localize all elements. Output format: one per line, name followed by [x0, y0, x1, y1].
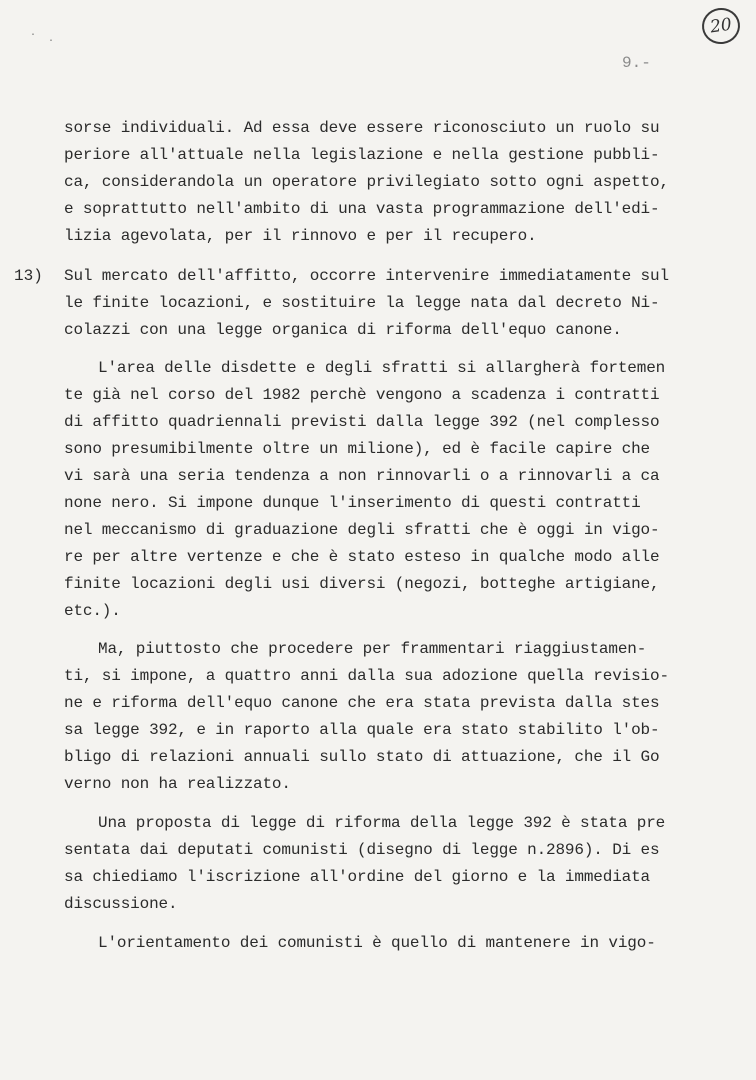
page-stamp: [700, 6, 743, 47]
margin-dot: .: [48, 34, 55, 45]
text-line: verno non ha realizzato.: [64, 775, 291, 793]
point-marker: 13): [14, 267, 43, 285]
text-line: Sul mercato dell'affitto, occorre intervenire immediatamente sul: [64, 267, 669, 285]
text-line: sa legge 392, e in raporto alla quale era stato stabilito l'ob-: [64, 721, 660, 739]
text-line: ne e riforma dell'equo canone che era stata prevista dalla stes: [64, 694, 660, 712]
text-line: sa chiediamo l'iscrizione all'ordine del giorno e la immediata: [64, 868, 650, 886]
text-line: periore all'attuale nella legislazione e nella gestione pubbli-: [64, 146, 660, 164]
text-line: te già nel corso del 1982 perchè vengono a scadenza i contratti: [64, 386, 660, 404]
text-line: vi sarà una seria tendenza a non rinnovarli o a rinnovarli a ca: [64, 467, 660, 485]
text-line: Ma, piuttosto che procedere per frammentari riaggiustamen-: [98, 640, 647, 658]
text-line: discussione.: [64, 895, 178, 913]
text-line: L'area delle disdette e degli sfratti si allargherà fortemen: [98, 359, 666, 377]
page-number: 9.-: [622, 54, 651, 72]
text-line: sono presumibilmente oltre un milione), ed è facile capire che: [64, 440, 650, 458]
text-line: etc.).: [64, 602, 121, 620]
text-line: lizia agevolata, per il rinnovo e per il recupero.: [64, 227, 537, 245]
margin-dot: .: [30, 28, 37, 39]
text-line: di affitto quadriennali previsti dalla legge 392 (nel complesso: [64, 413, 660, 431]
text-line: ca, considerandola un operatore privilegiato sotto ogni aspetto,: [64, 173, 669, 191]
stamp-number: 20: [708, 14, 734, 38]
text-line: bligo di relazioni annuali sullo stato di attuazione, che il Go: [64, 748, 660, 766]
text-line: sorse individuali. Ad essa deve essere riconosciuto un ruolo su: [64, 119, 660, 137]
text-line: sentata dai deputati comunisti (disegno di legge n.2896). Di es: [64, 841, 660, 859]
text-line: Una proposta di legge di riforma della legge 392 è stata pre: [98, 814, 666, 832]
text-line: e soprattutto nell'ambito di una vasta programmazione dell'edi-: [64, 200, 660, 218]
text-line: nel meccanismo di graduazione degli sfratti che è oggi in vigo-: [64, 521, 660, 539]
text-line: none nero. Si impone dunque l'inserimento di questi contratti: [64, 494, 641, 512]
text-line: colazzi con una legge organica di riforma dell'equo canone.: [64, 321, 622, 339]
text-line: finite locazioni degli usi diversi (negozi, botteghe artigiane,: [64, 575, 660, 593]
text-line: L'orientamento dei comunisti è quello di mantenere in vigo-: [98, 934, 656, 952]
text-line: ti, si impone, a quattro anni dalla sua adozione quella revisio-: [64, 667, 669, 685]
text-line: le finite locazioni, e sostituire la legge nata dal decreto Ni-: [64, 294, 660, 312]
text-line: re per altre vertenze e che è stato esteso in qualche modo alle: [64, 548, 660, 566]
